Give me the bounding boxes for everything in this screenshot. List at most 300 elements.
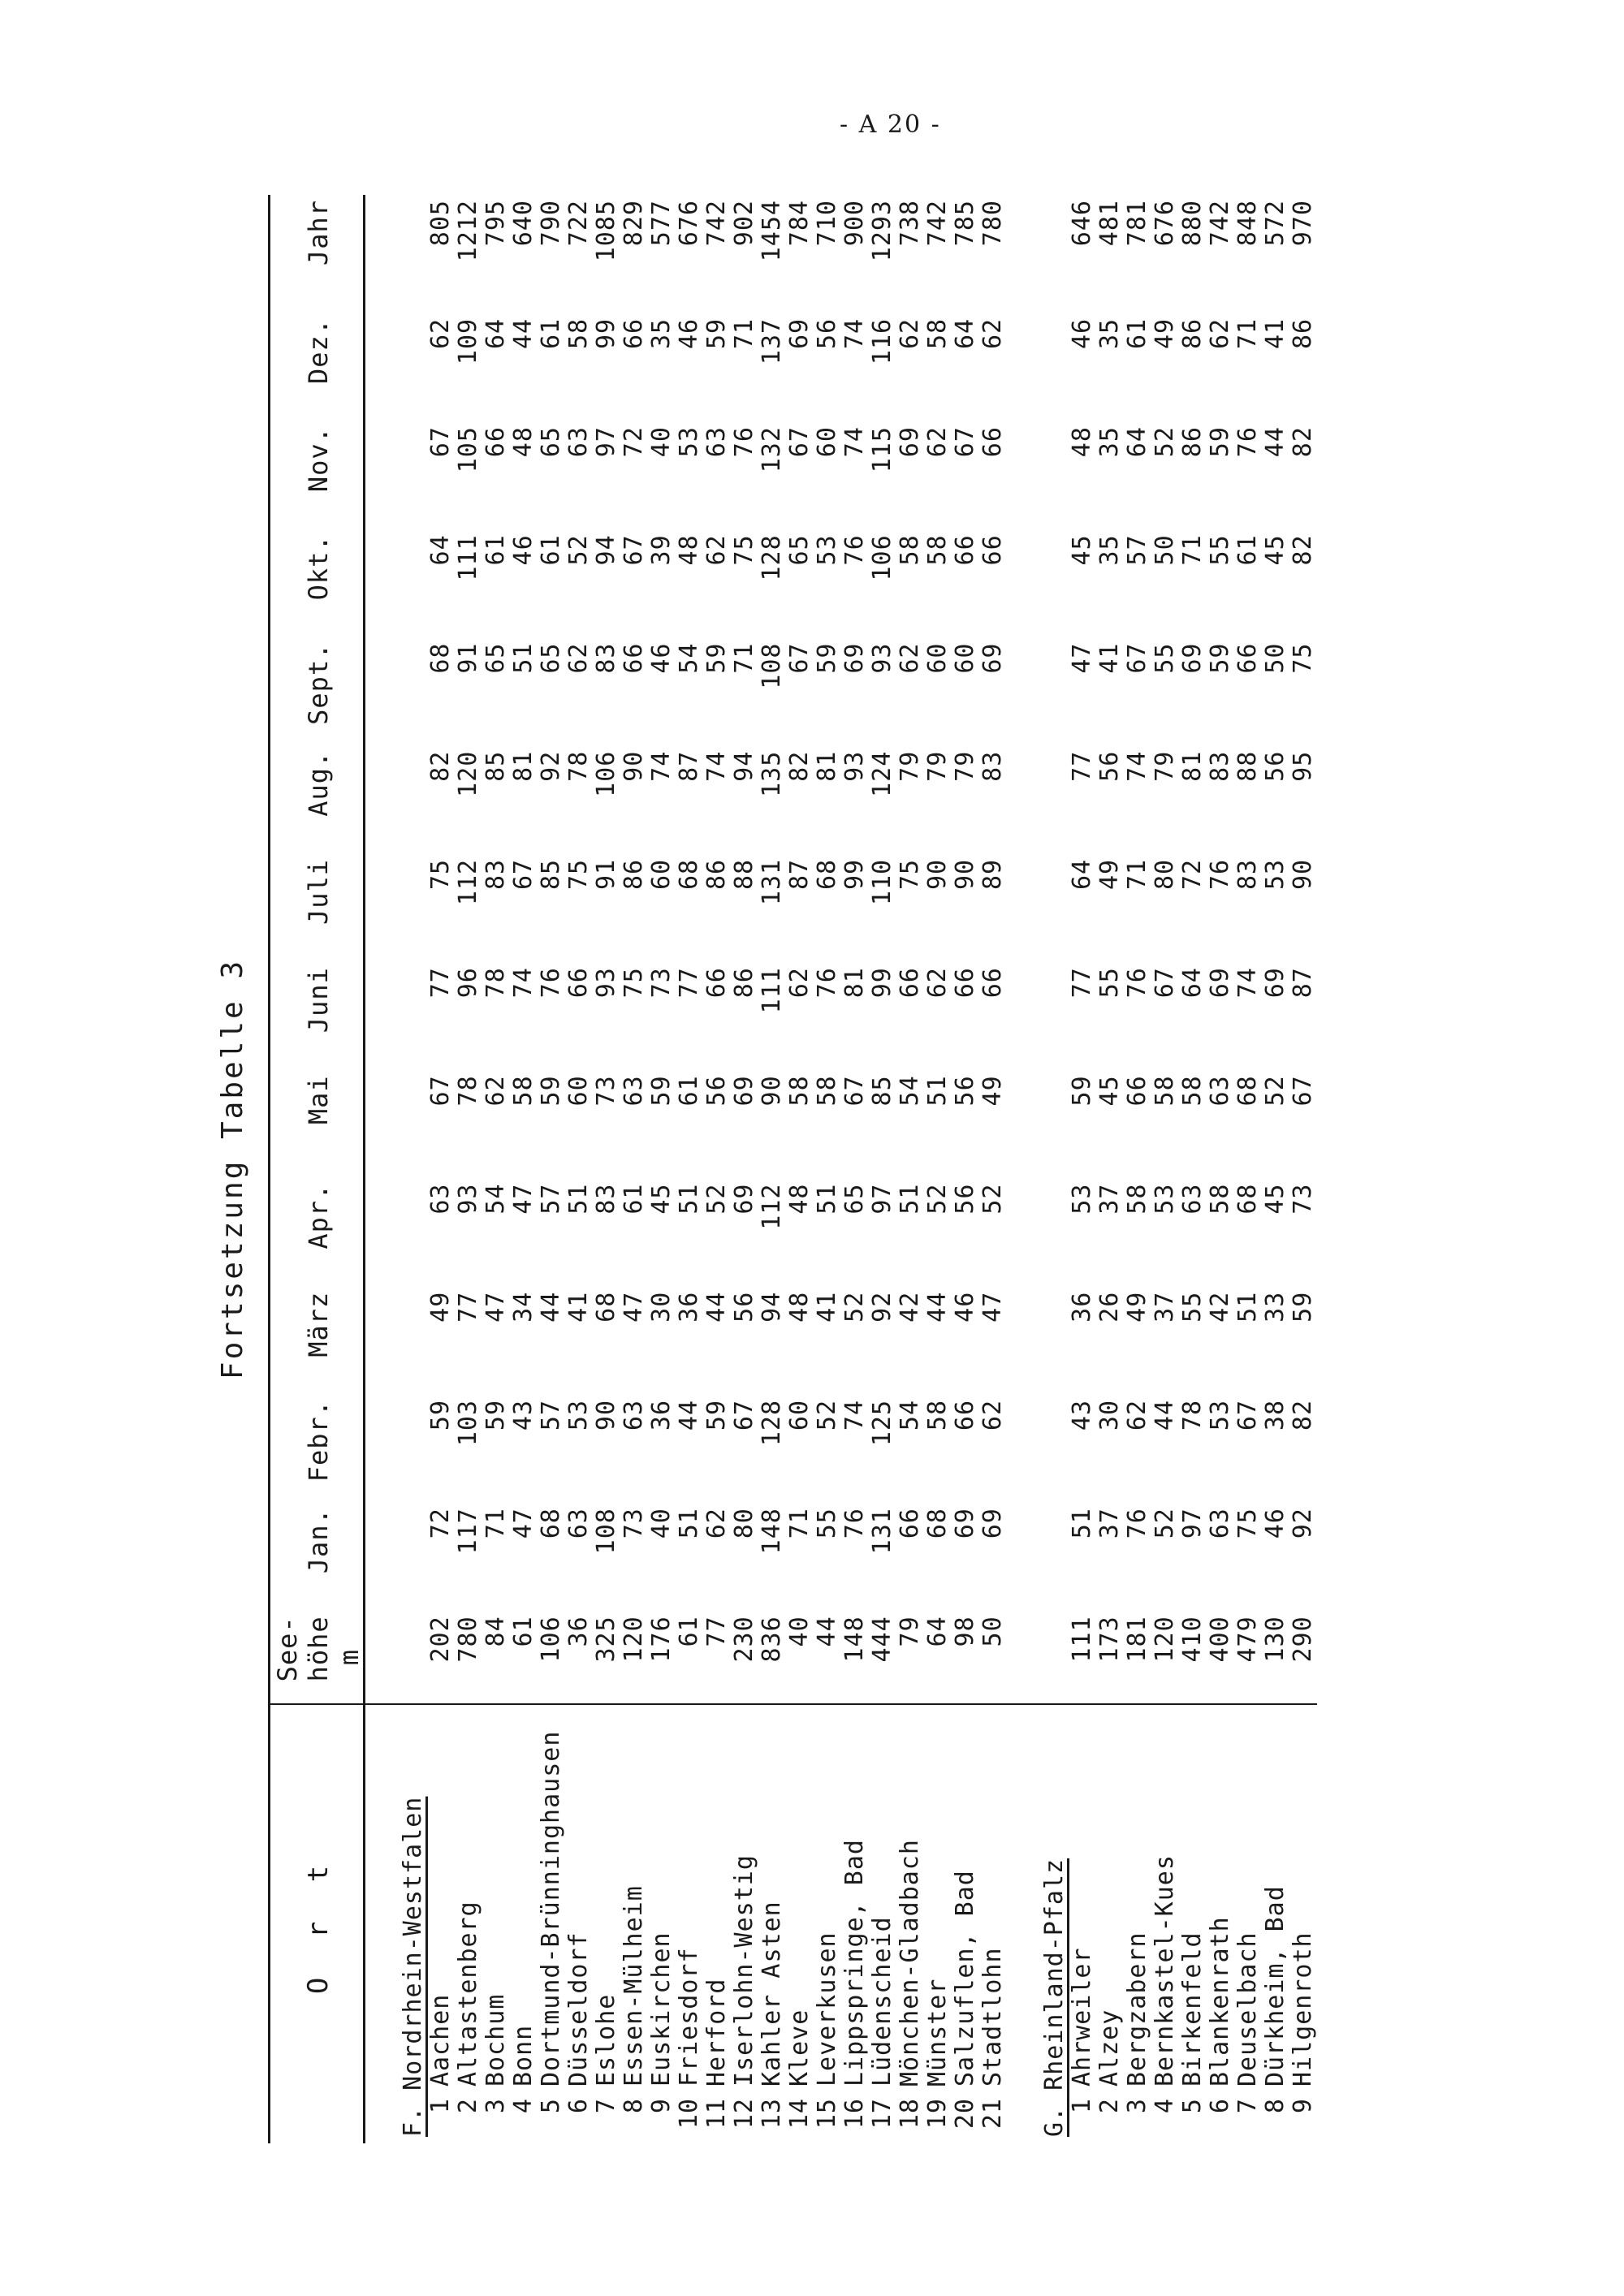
- month-value-cell: 47: [482, 1291, 510, 1323]
- month-value-cell: 78: [1178, 1399, 1207, 1431]
- station-cell: [1069, 1704, 1096, 2143]
- header-month: Juni: [303, 967, 334, 1034]
- station-cell: [1151, 1704, 1179, 2143]
- station-cell: [427, 1704, 455, 2143]
- year-total-cell: 780: [978, 200, 1007, 247]
- month-value-cell: 49: [426, 1291, 455, 1323]
- station-number: 4: [1151, 2098, 1179, 2114]
- month-value-cell: 48: [509, 426, 538, 458]
- elevation-cell: 290: [1289, 1616, 1317, 1663]
- month-value-cell: 67: [620, 534, 648, 566]
- month-value-cell: 41: [813, 1291, 841, 1323]
- table-row: [869, 195, 896, 2143]
- month-value-cell: 76: [1206, 858, 1234, 891]
- month-value-cell: 47: [509, 1508, 538, 1539]
- elevation-cell: 120: [620, 1616, 648, 1663]
- station-name: Leverkusen: [813, 1931, 841, 2087]
- month-value-cell: 68: [1233, 1183, 1262, 1215]
- month-value-cell: 39: [647, 534, 676, 566]
- station-number: 3: [482, 2098, 510, 2114]
- month-value-cell: 66: [951, 534, 979, 566]
- month-value-cell: 76: [730, 426, 758, 458]
- month-value-cell: 75: [620, 967, 648, 999]
- month-value-cell: 56: [1261, 750, 1289, 782]
- station-number: 17: [868, 2098, 896, 2130]
- month-value-cell: 71: [1178, 534, 1207, 566]
- month-value-cell: 55: [813, 1508, 841, 1539]
- station-name: Lippspringe, Bad: [840, 1839, 869, 2087]
- month-value-cell: 75: [1233, 1508, 1262, 1539]
- table-row: [1124, 195, 1151, 2143]
- month-value-cell: 51: [1068, 1508, 1096, 1539]
- header-jahr: Jahr: [303, 200, 334, 266]
- month-value-cell: 69: [978, 1508, 1007, 1539]
- month-value-cell: 61: [1123, 317, 1151, 350]
- month-value-cell: 63: [1206, 1075, 1234, 1107]
- month-value-cell: 66: [620, 317, 648, 350]
- month-value-cell: 86: [702, 858, 731, 891]
- month-value-cell: 68: [1233, 1075, 1262, 1107]
- month-value-cell: 59: [537, 1075, 565, 1107]
- year-total-cell: 676: [1151, 200, 1179, 247]
- month-value-cell: 66: [620, 642, 648, 674]
- elevation-cell: 836: [758, 1616, 786, 1663]
- month-value-cell: 78: [564, 750, 593, 782]
- month-value-cell: 83: [592, 1183, 620, 1215]
- month-value-cell: 68: [537, 1508, 565, 1539]
- month-value-cell: 81: [1178, 750, 1207, 782]
- month-value-cell: 58: [1178, 1075, 1207, 1107]
- month-value-cell: 58: [896, 534, 924, 566]
- month-value-cell: 79: [951, 750, 979, 782]
- month-value-cell: 108: [758, 642, 786, 689]
- month-value-cell: 46: [647, 642, 676, 674]
- month-value-cell: 67: [509, 858, 538, 891]
- month-value-cell: 56: [813, 317, 841, 350]
- month-value-cell: 53: [1151, 1183, 1179, 1215]
- station-name: Iserlohn-Westig: [730, 1854, 758, 2087]
- month-value-cell: 56: [702, 1075, 731, 1107]
- month-value-cell: 59: [647, 1075, 676, 1107]
- month-value-cell: 75: [426, 858, 455, 891]
- station-cell: [814, 1704, 841, 2143]
- month-value-cell: 111: [454, 534, 482, 581]
- month-value-cell: 67: [1151, 967, 1179, 999]
- header-month: Apr.: [303, 1183, 334, 1249]
- elevation-cell: 130: [1261, 1616, 1289, 1663]
- month-value-cell: 61: [537, 534, 565, 566]
- month-value-cell: 44: [1151, 1399, 1179, 1431]
- month-value-cell: 94: [758, 1291, 786, 1323]
- month-value-cell: 37: [1151, 1291, 1179, 1323]
- elevation-cell: 230: [730, 1616, 758, 1663]
- month-value-cell: 56: [951, 1075, 979, 1107]
- header-month: Nov.: [303, 426, 334, 493]
- month-value-cell: 52: [840, 1291, 869, 1323]
- month-value-cell: 82: [1289, 426, 1317, 458]
- month-value-cell: 59: [702, 1399, 731, 1431]
- month-value-cell: 92: [537, 750, 565, 782]
- month-value-cell: 51: [564, 1183, 593, 1215]
- month-value-cell: 43: [1068, 1399, 1096, 1431]
- month-value-cell: 59: [1289, 1291, 1317, 1323]
- station-cell: [758, 1704, 786, 2143]
- month-value-cell: 83: [978, 750, 1007, 782]
- station-cell: [620, 1704, 648, 2143]
- elevation-cell: 64: [923, 1616, 952, 1647]
- month-value-cell: 62: [426, 317, 455, 350]
- month-value-cell: 66: [951, 1399, 979, 1431]
- station-name: Bochum: [482, 1993, 510, 2087]
- month-value-cell: 135: [758, 750, 786, 797]
- month-value-cell: 26: [1095, 1291, 1124, 1323]
- table-row: [538, 195, 565, 2143]
- month-value-cell: 52: [564, 534, 593, 566]
- station-name: Birkenfeld: [1178, 1931, 1207, 2087]
- month-value-cell: 66: [978, 534, 1007, 566]
- month-value-cell: 58: [923, 317, 952, 350]
- month-value-cell: 90: [951, 858, 979, 891]
- header-month: Mai: [303, 1075, 334, 1125]
- month-value-cell: 48: [785, 1183, 814, 1215]
- month-value-cell: 99: [592, 317, 620, 350]
- station-name: Lüdenscheid: [868, 1916, 896, 2087]
- month-value-cell: 74: [840, 1399, 869, 1431]
- station-name: Ahrweiler: [1068, 1947, 1096, 2087]
- month-value-cell: 80: [730, 1508, 758, 1539]
- month-value-cell: 128: [758, 1399, 786, 1447]
- section-title: F. Nordrhein-Westfalen: [365, 1704, 428, 2143]
- month-value-cell: 59: [482, 1399, 510, 1431]
- month-value-cell: 74: [509, 967, 538, 999]
- month-value-cell: 76: [840, 534, 869, 566]
- station-name: Kahler Asten: [758, 1901, 786, 2087]
- station-cell: [593, 1704, 620, 2143]
- month-value-cell: 90: [758, 1075, 786, 1107]
- station-number: 6: [1206, 2098, 1234, 2114]
- month-value-cell: 64: [426, 534, 455, 566]
- month-value-cell: 61: [1233, 534, 1262, 566]
- month-value-cell: 42: [896, 1291, 924, 1323]
- month-value-cell: 34: [509, 1291, 538, 1323]
- table-row: [979, 195, 1007, 2143]
- month-value-cell: 111: [758, 967, 786, 1014]
- table-row: [1069, 195, 1096, 2143]
- elevation-cell: 400: [1206, 1616, 1234, 1663]
- year-total-cell: 1293: [868, 200, 896, 262]
- section-header-row: [1007, 195, 1069, 2143]
- month-value-cell: 67: [785, 426, 814, 458]
- elevation-cell: 176: [647, 1616, 676, 1663]
- year-total-cell: 784: [785, 200, 814, 247]
- month-value-cell: 124: [868, 750, 896, 797]
- month-value-cell: 65: [537, 426, 565, 458]
- station-number: 8: [620, 2098, 648, 2114]
- month-value-cell: 78: [454, 1075, 482, 1107]
- month-value-cell: 103: [454, 1399, 482, 1447]
- year-total-cell: 640: [509, 200, 538, 247]
- table-row: [924, 195, 952, 2143]
- station-cell: [510, 1704, 538, 2143]
- month-value-cell: 91: [454, 642, 482, 674]
- elevation-cell: 120: [1151, 1616, 1179, 1663]
- station-number: 15: [813, 2098, 841, 2130]
- month-value-cell: 41: [1095, 642, 1124, 674]
- month-value-cell: 77: [454, 1291, 482, 1323]
- station-name: Aachen: [426, 1993, 455, 2087]
- table-row: [565, 195, 593, 2143]
- month-value-cell: 77: [1068, 750, 1096, 782]
- month-value-cell: 45: [1095, 1075, 1124, 1107]
- month-value-cell: 65: [537, 642, 565, 674]
- month-value-cell: 67: [840, 1075, 869, 1107]
- month-value-cell: 45: [1068, 534, 1096, 566]
- station-cell: [482, 1704, 510, 2143]
- month-value-cell: 45: [647, 1183, 676, 1215]
- month-value-cell: 53: [675, 426, 703, 458]
- month-value-cell: 105: [454, 426, 482, 473]
- header-row-1: [270, 195, 302, 2143]
- month-value-cell: 85: [868, 1075, 896, 1107]
- month-value-cell: 131: [758, 858, 786, 906]
- month-value-cell: 93: [840, 750, 869, 782]
- month-value-cell: 87: [1289, 967, 1317, 999]
- elevation-cell: 780: [454, 1616, 482, 1663]
- month-value-cell: 69: [978, 642, 1007, 674]
- station-cell: [979, 1704, 1007, 2143]
- year-total-cell: 829: [620, 200, 648, 247]
- month-value-cell: 58: [564, 317, 593, 350]
- station-number: 7: [1233, 2098, 1262, 2114]
- month-value-cell: 53: [1261, 858, 1289, 891]
- table-caption: Fortsetzung Tabelle 3: [216, 958, 249, 1380]
- month-value-cell: 52: [923, 1183, 952, 1215]
- month-value-cell: 97: [868, 1183, 896, 1215]
- month-value-cell: 86: [730, 967, 758, 999]
- month-value-cell: 131: [868, 1508, 896, 1555]
- month-value-cell: 52: [1151, 1508, 1179, 1539]
- station-cell: [703, 1704, 731, 2143]
- table-row: [1289, 195, 1317, 2143]
- station-cell: [676, 1704, 703, 2143]
- month-value-cell: 62: [1206, 317, 1234, 350]
- month-value-cell: 76: [1233, 426, 1262, 458]
- month-value-cell: 62: [978, 1399, 1007, 1431]
- table-row: [703, 195, 731, 2143]
- elevation-cell: 325: [592, 1616, 620, 1663]
- header-month: Dez.: [303, 317, 334, 384]
- station-cell: [786, 1704, 814, 2143]
- month-value-cell: 63: [1178, 1183, 1207, 1215]
- month-value-cell: 95: [1289, 750, 1317, 782]
- year-total-cell: 742: [923, 200, 952, 247]
- page-number: - A 20 -: [840, 110, 941, 139]
- month-value-cell: 58: [785, 1075, 814, 1107]
- month-value-cell: 54: [675, 642, 703, 674]
- month-value-cell: 69: [951, 1508, 979, 1539]
- year-total-cell: 722: [564, 200, 593, 247]
- month-value-cell: 62: [896, 317, 924, 350]
- table-header: [270, 195, 365, 2143]
- month-value-cell: 63: [426, 1183, 455, 1215]
- month-value-cell: 86: [1289, 317, 1317, 350]
- station-cell: [1289, 1704, 1317, 2143]
- header-seehoehe-1: See-: [270, 1611, 302, 1703]
- table-row: [896, 195, 924, 2143]
- month-value-cell: 47: [620, 1291, 648, 1323]
- station-name: Dortmund-Brünninghausen: [537, 1730, 565, 2087]
- table-body: [365, 195, 1318, 2143]
- month-value-cell: 35: [1095, 317, 1124, 350]
- elevation-cell: 106: [537, 1616, 565, 1663]
- month-value-cell: 59: [702, 317, 731, 350]
- month-value-cell: 76: [1123, 1508, 1151, 1539]
- year-total-cell: 795: [482, 200, 510, 247]
- month-value-cell: 42: [1206, 1291, 1234, 1323]
- month-value-cell: 85: [482, 750, 510, 782]
- station-number: 13: [758, 2098, 786, 2130]
- table-row: [455, 195, 482, 2143]
- station-name: Altastenberg: [454, 1901, 482, 2087]
- month-value-cell: 46: [509, 534, 538, 566]
- month-value-cell: 67: [951, 426, 979, 458]
- month-value-cell: 58: [1123, 1183, 1151, 1215]
- month-value-cell: 58: [813, 1075, 841, 1107]
- station-cell: [924, 1704, 952, 2143]
- month-value-cell: 82: [1289, 534, 1317, 566]
- month-value-cell: 41: [564, 1291, 593, 1323]
- station-name: Alzey: [1095, 2009, 1124, 2087]
- station-cell: [1179, 1704, 1207, 2143]
- month-value-cell: 76: [1123, 967, 1151, 999]
- month-value-cell: 52: [1151, 426, 1179, 458]
- month-value-cell: 44: [675, 1399, 703, 1431]
- station-cell: [1207, 1704, 1234, 2143]
- month-value-cell: 75: [1289, 642, 1317, 674]
- month-value-cell: 66: [1123, 1075, 1151, 1107]
- year-total-cell: 848: [1233, 200, 1262, 247]
- month-value-cell: 83: [1206, 750, 1234, 782]
- station-name: Eslohe: [592, 1993, 620, 2087]
- header-month: Febr.: [303, 1399, 334, 1482]
- month-value-cell: 38: [1261, 1399, 1289, 1431]
- month-value-cell: 83: [592, 642, 620, 674]
- month-value-cell: 148: [758, 1508, 786, 1555]
- station-cell: [841, 1704, 869, 2143]
- station-name: Dürkheim, Bad: [1261, 1885, 1289, 2087]
- table-row: [620, 195, 648, 2143]
- station-number: 18: [896, 2098, 924, 2130]
- month-value-cell: 40: [647, 426, 676, 458]
- table-row: [593, 195, 620, 2143]
- month-value-cell: 67: [1233, 1399, 1262, 1431]
- station-number: 9: [647, 2098, 676, 2114]
- month-value-cell: 81: [509, 750, 538, 782]
- header-seehoehe-2: höhe: [303, 1616, 334, 1682]
- station-name: Friesdorf: [675, 1947, 703, 2087]
- month-value-cell: 36: [1068, 1291, 1096, 1323]
- station-number: 12: [730, 2098, 758, 2130]
- elevation-cell: 36: [564, 1616, 593, 1647]
- month-value-cell: 30: [1095, 1399, 1124, 1431]
- month-value-cell: 75: [730, 534, 758, 566]
- month-value-cell: 59: [702, 642, 731, 674]
- header-month: Sept.: [303, 642, 334, 725]
- year-total-cell: 781: [1123, 200, 1151, 247]
- month-value-cell: 61: [675, 1075, 703, 1107]
- month-value-cell: 62: [896, 642, 924, 674]
- month-value-cell: 52: [702, 1183, 731, 1215]
- month-value-cell: 82: [426, 750, 455, 782]
- month-value-cell: 35: [1095, 426, 1124, 458]
- month-value-cell: 51: [675, 1508, 703, 1539]
- month-value-cell: 96: [454, 967, 482, 999]
- month-value-cell: 69: [896, 426, 924, 458]
- month-value-cell: 66: [896, 1508, 924, 1539]
- table-row: [427, 195, 455, 2143]
- month-value-cell: 37: [1095, 1183, 1124, 1215]
- elevation-cell: 479: [1233, 1616, 1262, 1663]
- month-value-cell: 64: [1068, 858, 1096, 891]
- month-value-cell: 67: [730, 1399, 758, 1431]
- month-value-cell: 77: [426, 967, 455, 999]
- elevation-cell: 98: [951, 1616, 979, 1647]
- station-number: 16: [840, 2098, 869, 2130]
- month-value-cell: 73: [1289, 1183, 1317, 1215]
- month-value-cell: 76: [840, 1508, 869, 1539]
- month-value-cell: 62: [702, 534, 731, 566]
- month-value-cell: 55: [1178, 1291, 1207, 1323]
- elevation-cell: 79: [896, 1616, 924, 1647]
- year-total-cell: 1085: [592, 200, 620, 262]
- month-value-cell: 75: [896, 858, 924, 891]
- header-unit-m: m: [332, 1611, 365, 1703]
- month-value-cell: 55: [1206, 534, 1234, 566]
- month-value-cell: 60: [785, 1399, 814, 1431]
- year-total-cell: 738: [896, 200, 924, 247]
- header-month: März: [303, 1291, 334, 1357]
- month-value-cell: 58: [923, 1399, 952, 1431]
- month-value-cell: 86: [620, 858, 648, 891]
- month-value-cell: 51: [1233, 1291, 1262, 1323]
- section-title: G. Rheinland-Pfalz: [1007, 1704, 1069, 2143]
- month-value-cell: 33: [1261, 1291, 1289, 1323]
- month-value-cell: 93: [868, 642, 896, 674]
- month-value-cell: 35: [1095, 534, 1124, 566]
- month-value-cell: 80: [1151, 858, 1179, 891]
- month-value-cell: 56: [951, 1183, 979, 1215]
- month-value-cell: 72: [1178, 858, 1207, 891]
- station-number: 14: [785, 2098, 814, 2130]
- month-value-cell: 54: [896, 1399, 924, 1431]
- month-value-cell: 67: [426, 1075, 455, 1107]
- elevation-cell: 77: [702, 1616, 731, 1647]
- month-value-cell: 67: [1123, 642, 1151, 674]
- header-month: Jan.: [303, 1508, 334, 1574]
- month-value-cell: 74: [840, 317, 869, 350]
- header-row-3: [332, 195, 365, 2143]
- month-value-cell: 81: [813, 750, 841, 782]
- month-value-cell: 56: [730, 1291, 758, 1323]
- station-cell: [648, 1704, 676, 2143]
- year-total-cell: 900: [840, 200, 869, 247]
- month-value-cell: 47: [978, 1291, 1007, 1323]
- month-value-cell: 66: [564, 967, 593, 999]
- year-total-cell: 710: [813, 200, 841, 247]
- month-value-cell: 66: [978, 967, 1007, 999]
- month-value-cell: 51: [675, 1183, 703, 1215]
- station-cell: [731, 1704, 758, 2143]
